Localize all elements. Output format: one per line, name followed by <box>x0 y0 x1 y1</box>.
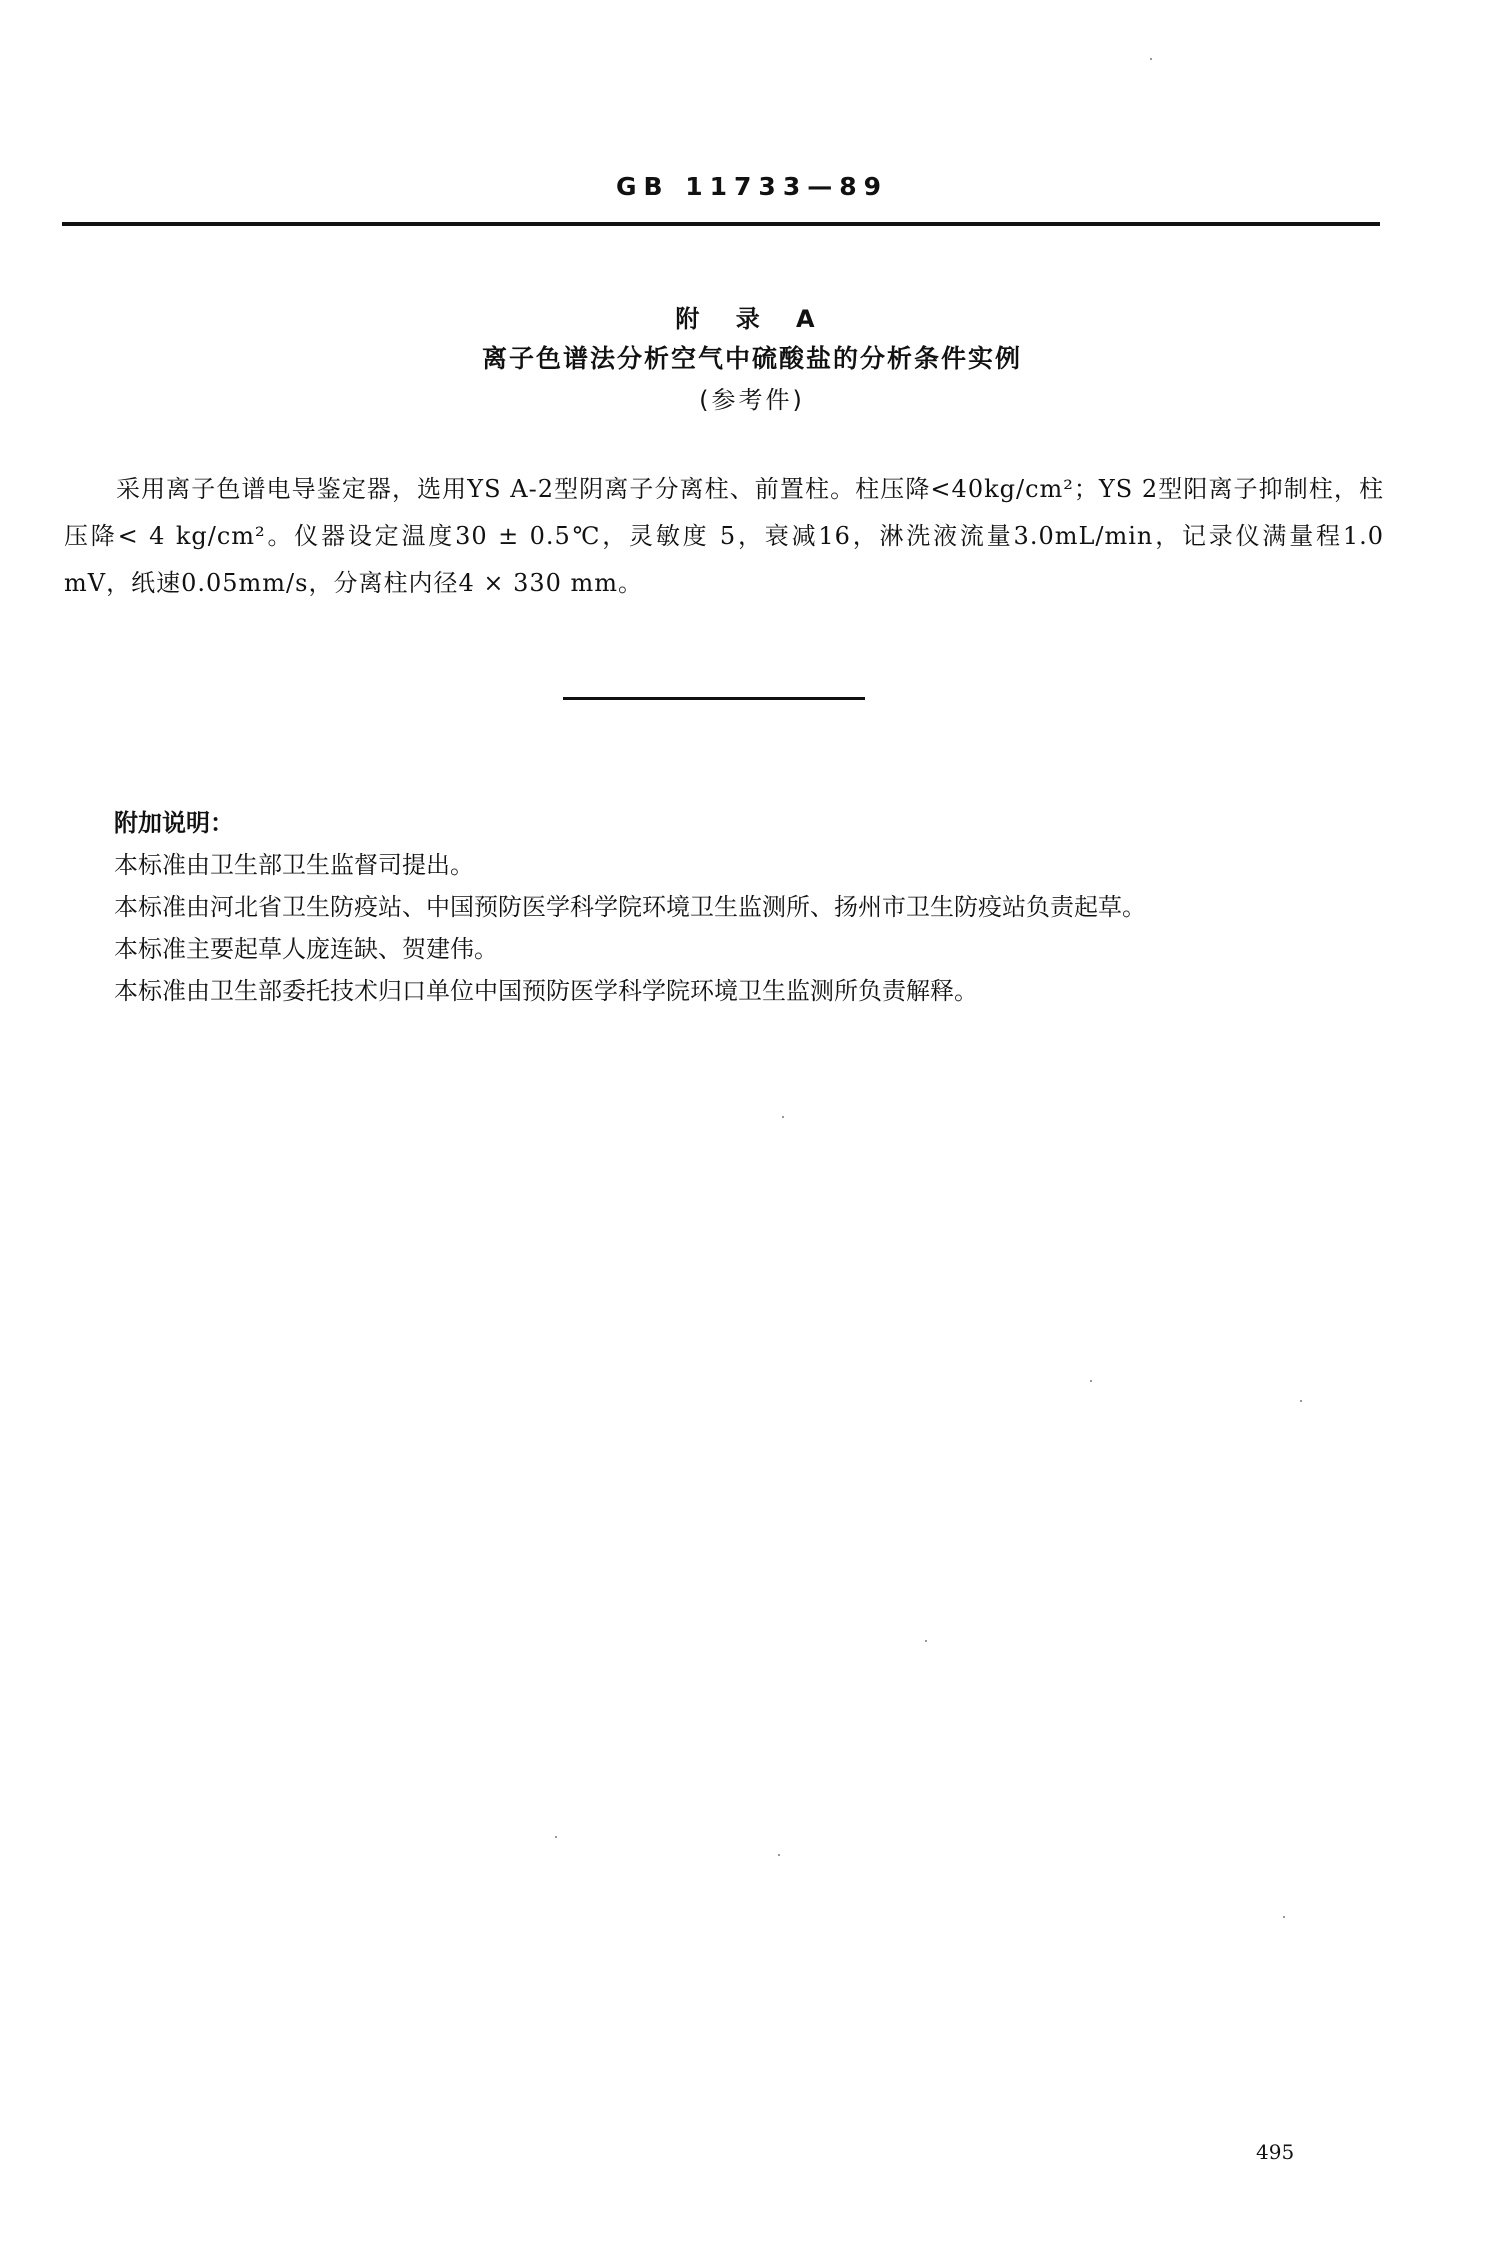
scan-speck <box>782 1116 784 1118</box>
scan-speck <box>778 1854 780 1856</box>
additional-notes <box>114 802 1414 1012</box>
appendix-label: 附 录 A <box>675 305 829 333</box>
standard-number-header: GB 11733—89 <box>615 172 889 201</box>
additional-notes-heading: 附加说明： <box>114 809 234 837</box>
scan-speck <box>925 1640 927 1642</box>
notes-line-drafters: 本标准主要起草人庞连缺、贺建伟。 <box>114 935 498 963</box>
notes-line-interpretation: 本标准由卫生部委托技术归口单位中国预防医学科学院环境卫生监测所负责解释。 <box>114 977 978 1005</box>
appendix-heading-block <box>0 300 1504 420</box>
header-rule <box>62 222 1380 226</box>
analysis-conditions-paragraph: 采用离子色谱电导鉴定器，选用YS A-2型阴离子分离柱、前置柱。柱压降<40kg/cm²；YS 2型阳离子抑制柱，柱压降< 4 kg/cm²。仪器设定温度30 ± 0.5℃，灵敏度 5，衰减16，淋洗液流量3.0mL/min，记录仪满量程1.0 mV，纸速0.05mm/s，分离柱内径4 × 330 mm。 <box>64 475 1384 597</box>
section-divider <box>563 697 865 700</box>
scan-speck <box>1300 1400 1302 1402</box>
appendix-title: 离子色谱法分析空气中硫酸盐的分析条件实例 <box>481 344 1022 373</box>
notes-line-drafting-units: 本标准由河北省卫生防疫站、中国预防医学科学院环境卫生监测所、扬州市卫生防疫站负责起草。 <box>114 893 1146 921</box>
scan-speck <box>1283 1916 1285 1918</box>
page-number: 495 <box>1256 2140 1295 2164</box>
scan-speck <box>1150 58 1152 60</box>
notes-line-proposer: 本标准由卫生部卫生监督司提出。 <box>114 851 474 879</box>
scan-speck <box>1090 1380 1092 1382</box>
appendix-note: (参考件) <box>699 386 805 414</box>
scan-speck <box>555 1836 557 1838</box>
